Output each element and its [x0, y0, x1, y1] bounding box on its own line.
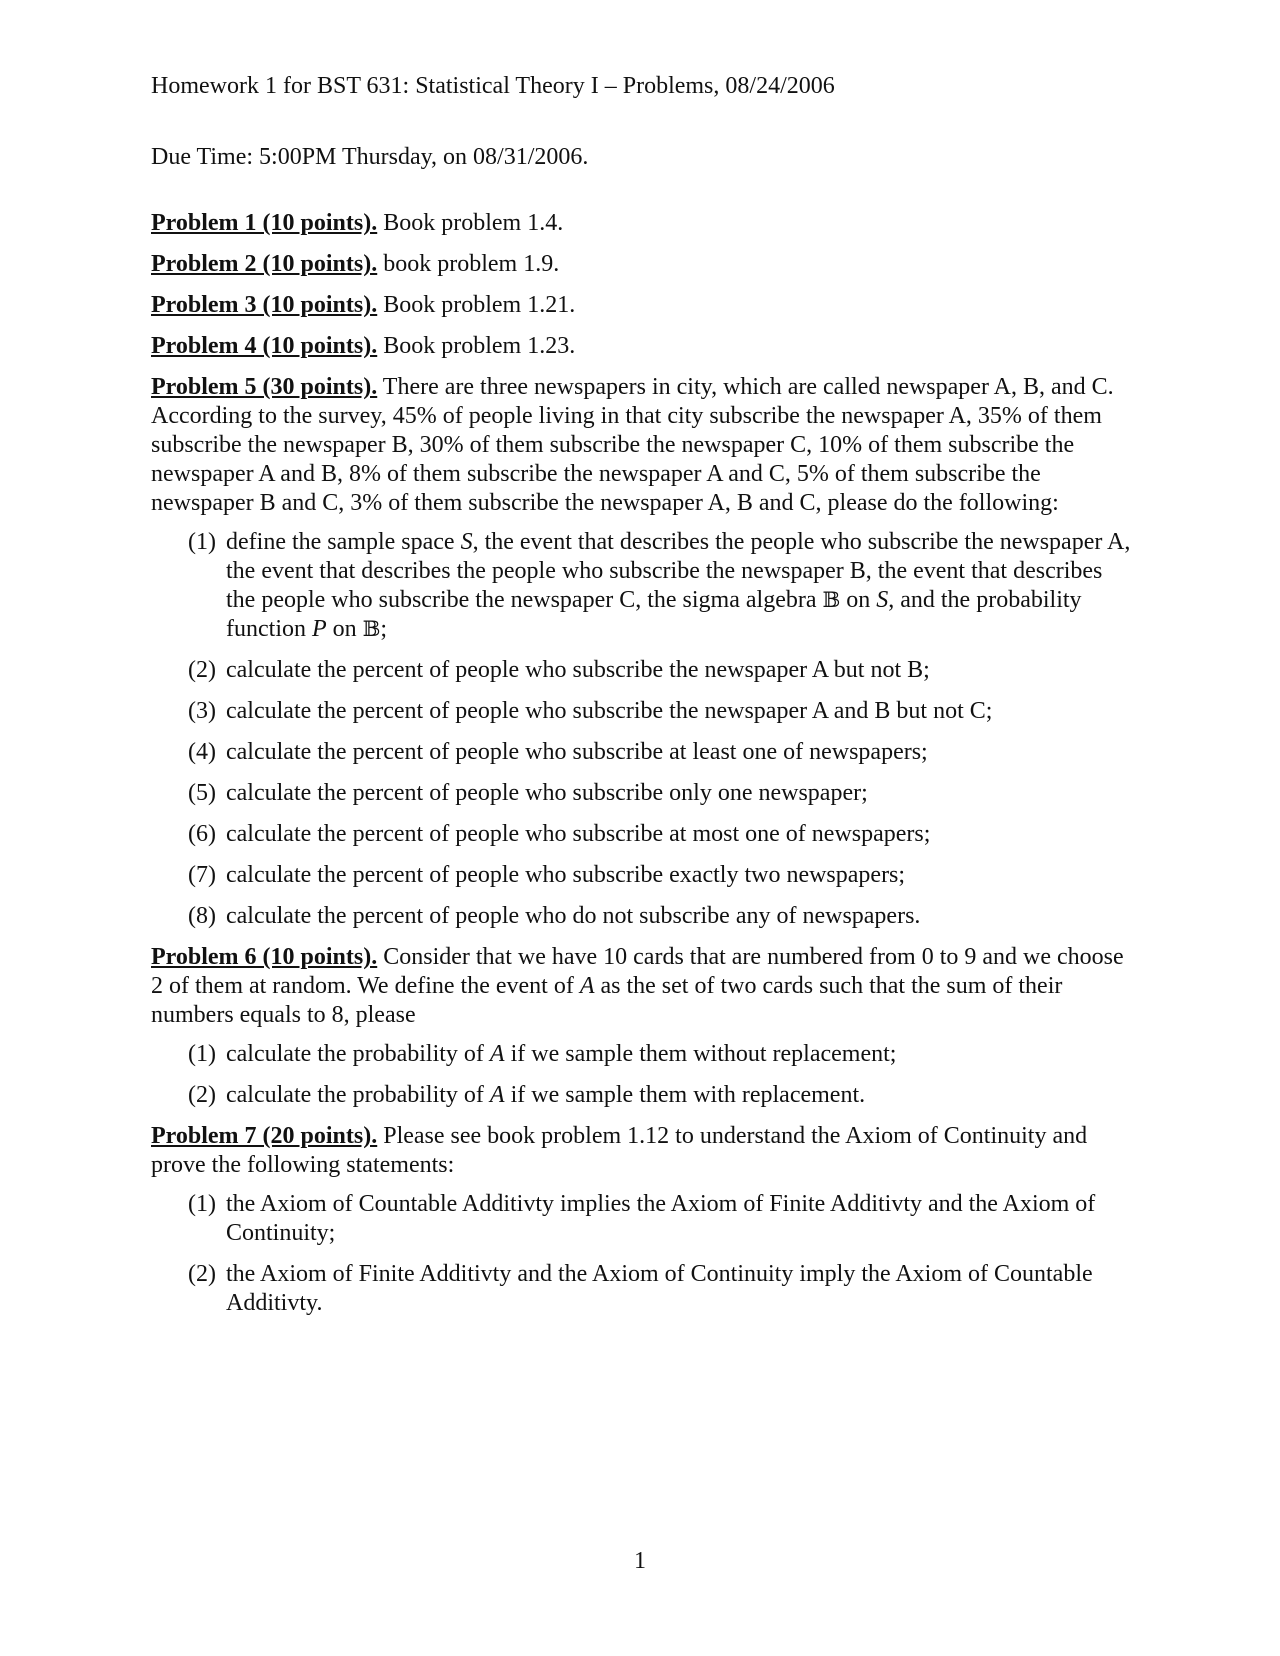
document-title: Homework 1 for BST 631: Statistical Theory I – Problems, 08/24/2006 — [151, 73, 835, 99]
item-text: calculate the percent of people who subscribe the newspaper A and B but not C; — [226, 698, 993, 724]
item-text: calculate the percent of people who subscribe the newspaper A but not B; — [226, 657, 930, 683]
item-text: calculate the percent of people who subscribe exactly two newspapers; — [226, 862, 906, 888]
problem-6 — [151, 943, 1136, 1030]
problem-1-heading: Problem 1 (10 points). — [151, 210, 378, 236]
item-text: calculate the percent of people who do not subscribe any of newspapers. — [226, 903, 921, 929]
problem-1 — [151, 209, 1136, 238]
item-text: the Axiom of Finite Additivty and the Axiom of Continuity imply the Axiom of Countable Additivty. — [226, 1261, 1093, 1316]
problem-7-heading: Problem 7 (20 points). — [151, 1123, 378, 1149]
problem-2-text: book problem 1.9. — [383, 251, 560, 277]
math-symbol: A — [579, 973, 595, 999]
item-text: the Axiom of Countable Additivty implies the Axiom of Finite Additivty and the Axiom of Continuity; — [226, 1191, 1096, 1246]
problem-6-text: as the set of two cards such that the sum of their numbers equals to 8, please — [151, 973, 1063, 1028]
problem-1-text: Book problem 1.4. — [383, 210, 564, 236]
item-text: calculate the probability of — [226, 1041, 490, 1067]
due-time: Due Time: 5:00PM Thursday, on 08/31/2006. — [151, 144, 589, 170]
item-number: (2) — [188, 1082, 216, 1108]
problem-5 — [151, 373, 1136, 518]
item-number: (7) — [188, 862, 216, 888]
problem-5-list — [151, 528, 1136, 931]
item-text: if we sample them without replacement; — [504, 1041, 897, 1067]
math-symbol: 𝔹 — [822, 588, 841, 612]
problem-7 — [151, 1122, 1136, 1180]
item-number: (8) — [188, 903, 216, 929]
problem-7-list — [151, 1190, 1136, 1318]
item-text: calculate the percent of people who subscribe at most one of newspapers; — [226, 821, 931, 847]
item-text: on — [840, 587, 877, 613]
item-number: (2) — [188, 657, 216, 683]
list-item — [151, 779, 1136, 808]
document-body — [151, 72, 1136, 1318]
problem-5-text: There are three newspapers in city, which are called newspaper A, B, and C. According to the survey, 45% of people living in that city subscribe the newspaper A, 35% of them subscribe the newspaper B, 30% of them subscribe the newspaper C, 10% of them subscribe the newspaper A and B, 8% of them subscribe the newspaper A and C, 5% of them subscribe the newspaper B and C, 3% of them subscribe the newspaper A, B and C, please do the following: — [151, 374, 1114, 516]
list-item — [151, 1190, 1136, 1248]
math-symbol: P — [311, 616, 327, 642]
list-item — [151, 902, 1136, 931]
problem-5-heading: Problem 5 (30 points). — [151, 374, 378, 400]
item-text: ; — [380, 616, 388, 642]
item-number: (4) — [188, 739, 216, 765]
problem-3-text: Book problem 1.21. — [383, 292, 576, 318]
item-number: (1) — [188, 1191, 216, 1217]
page-number: 1 — [634, 1548, 646, 1574]
item-text: calculate the percent of people who subscribe only one newspaper; — [226, 780, 868, 806]
list-item — [151, 697, 1136, 726]
item-text: calculate the probability of — [226, 1082, 490, 1108]
item-text: on — [326, 616, 363, 642]
item-number: (5) — [188, 780, 216, 806]
problem-6-list — [151, 1040, 1136, 1110]
problem-4-text: Book problem 1.23. — [383, 333, 576, 359]
item-text: define the sample space — [226, 529, 461, 555]
problem-6-heading: Problem 6 (10 points). — [151, 944, 378, 970]
item-number: (3) — [188, 698, 216, 724]
list-item — [151, 528, 1136, 644]
item-text: calculate the percent of people who subscribe at least one of newspapers; — [226, 739, 928, 765]
problem-3-heading: Problem 3 (10 points). — [151, 292, 378, 318]
problem-7-text: Please see book problem 1.12 to understand the Axiom of Continuity and prove the following statements: — [151, 1123, 1088, 1178]
list-item — [151, 738, 1136, 767]
list-item — [151, 861, 1136, 890]
item-number: (1) — [188, 529, 216, 555]
math-symbol: A — [489, 1041, 505, 1067]
math-symbol: 𝔹 — [362, 617, 381, 641]
math-symbol: A — [489, 1082, 505, 1108]
problem-6-text: Consider that we have 10 cards that are numbered from 0 to 9 and we choose 2 of them at random. We define the event of — [151, 944, 1124, 999]
item-number: (2) — [188, 1261, 216, 1287]
list-item — [151, 1081, 1136, 1110]
math-symbol: S — [460, 529, 473, 555]
math-symbol: S — [876, 587, 889, 613]
list-item — [151, 820, 1136, 849]
item-number: (1) — [188, 1041, 216, 1067]
list-item — [151, 1260, 1136, 1318]
item-text: , the event that describes the people who subscribe the newspaper A, the event that describes the people who subscribe the newspaper B, the event that describes the people who subscribe the newspaper C, the sigma algebra — [226, 529, 1131, 613]
list-item — [151, 656, 1136, 685]
item-number: (6) — [188, 821, 216, 847]
problem-2-heading: Problem 2 (10 points). — [151, 251, 378, 277]
problem-4-heading: Problem 4 (10 points). — [151, 333, 378, 359]
problem-4 — [151, 332, 1136, 361]
item-text: if we sample them with replacement. — [504, 1082, 866, 1108]
problem-2 — [151, 250, 1136, 279]
item-text: , and the probability function — [226, 587, 1082, 642]
list-item — [151, 1040, 1136, 1069]
problem-3 — [151, 291, 1136, 320]
